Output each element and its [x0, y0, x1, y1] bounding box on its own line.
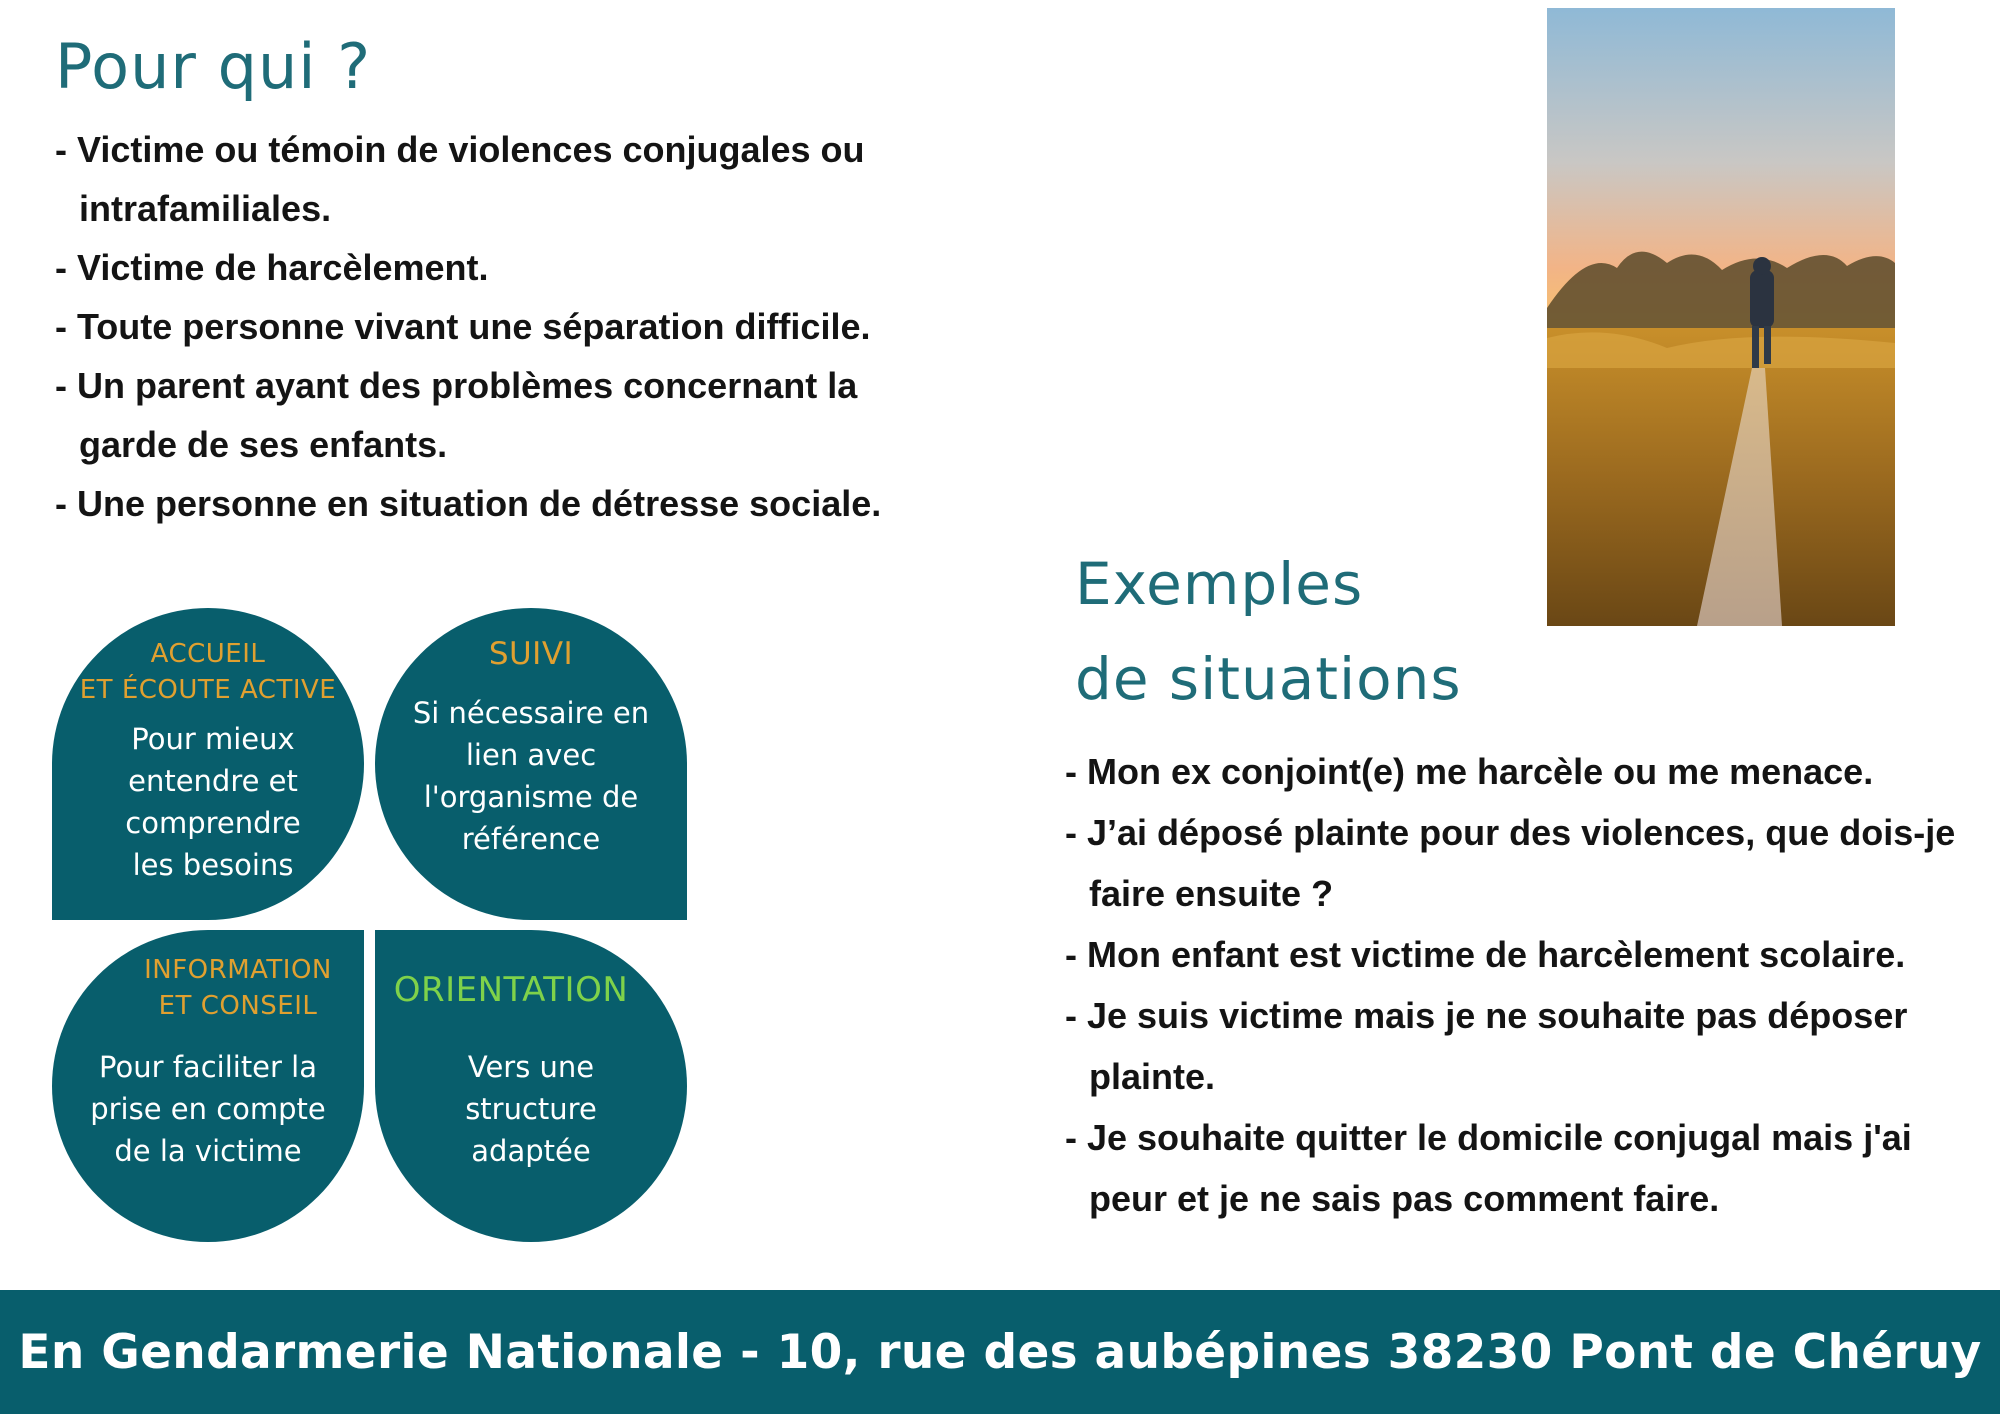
- pour-qui-list: [55, 120, 915, 533]
- list-item: - Je souhaite quitter le domicile conjugal mais j'ai peur et je ne sais pas comment faire.: [1065, 1117, 1912, 1219]
- exemples-list: [1065, 741, 1965, 1229]
- accueil-title: [52, 636, 364, 708]
- list-item: - Victime de harcèlement.: [55, 247, 489, 288]
- accueil-body: Pour mieux entendre et comprendre les besoins: [125, 722, 301, 882]
- suivi-title: SUIVI: [488, 636, 574, 672]
- exemples-heading-line2: de situations: [1075, 645, 1462, 713]
- suivi-petal: [375, 608, 687, 920]
- information-petal: [52, 930, 364, 1242]
- list-item: - Une personne en situation de détresse sociale.: [55, 483, 882, 524]
- pour-qui-heading: Pour qui ?: [55, 30, 372, 103]
- list-item: - Mon enfant est victime de harcèlement scolaire.: [1065, 934, 1906, 975]
- list-item: - J’ai déposé plainte pour des violences, que dois-je faire ensuite ?: [1065, 812, 1956, 914]
- orientation-title: ORIENTATION: [393, 970, 629, 1010]
- suivi-body: Si nécessaire en lien avec l'organisme de référence: [412, 696, 650, 856]
- accueil-petal: [52, 608, 364, 920]
- list-item: - Mon ex conjoint(e) me harcèle ou me menace.: [1065, 751, 1874, 792]
- orientation-petal: [375, 930, 687, 1242]
- sunset-field-image: [1547, 8, 1895, 626]
- path-field-photo: [1547, 8, 1895, 626]
- information-title: [52, 952, 364, 1024]
- accueil-title-line2: ET ÉCOUTE ACTIVE: [79, 675, 337, 705]
- footer-banner: [0, 1290, 2000, 1414]
- orientation-body: Vers une structure adaptée: [465, 1050, 597, 1168]
- list-item: - Toute personne vivant une séparation difficile.: [55, 306, 871, 347]
- list-item: - Je suis victime mais je ne souhaite pas déposer plainte.: [1065, 995, 1908, 1097]
- information-title-line2: ET CONSEIL: [158, 991, 318, 1021]
- information-body: Pour faciliter la prise en compte de la victime: [90, 1050, 326, 1168]
- information-title-line1: INFORMATION: [144, 955, 332, 985]
- footer-address: En Gendarmerie Nationale - 10, rue des aubépines 38230 Pont de Chéruy: [18, 1324, 1982, 1380]
- list-item: - Un parent ayant des problèmes concernant la garde de ses enfants.: [55, 365, 858, 465]
- exemples-heading-line1: Exemples: [1075, 550, 1364, 618]
- accueil-title-line1: ACCUEIL: [150, 639, 266, 669]
- list-item: - Victime ou témoin de violences conjugales ou intrafamiliales.: [55, 129, 865, 229]
